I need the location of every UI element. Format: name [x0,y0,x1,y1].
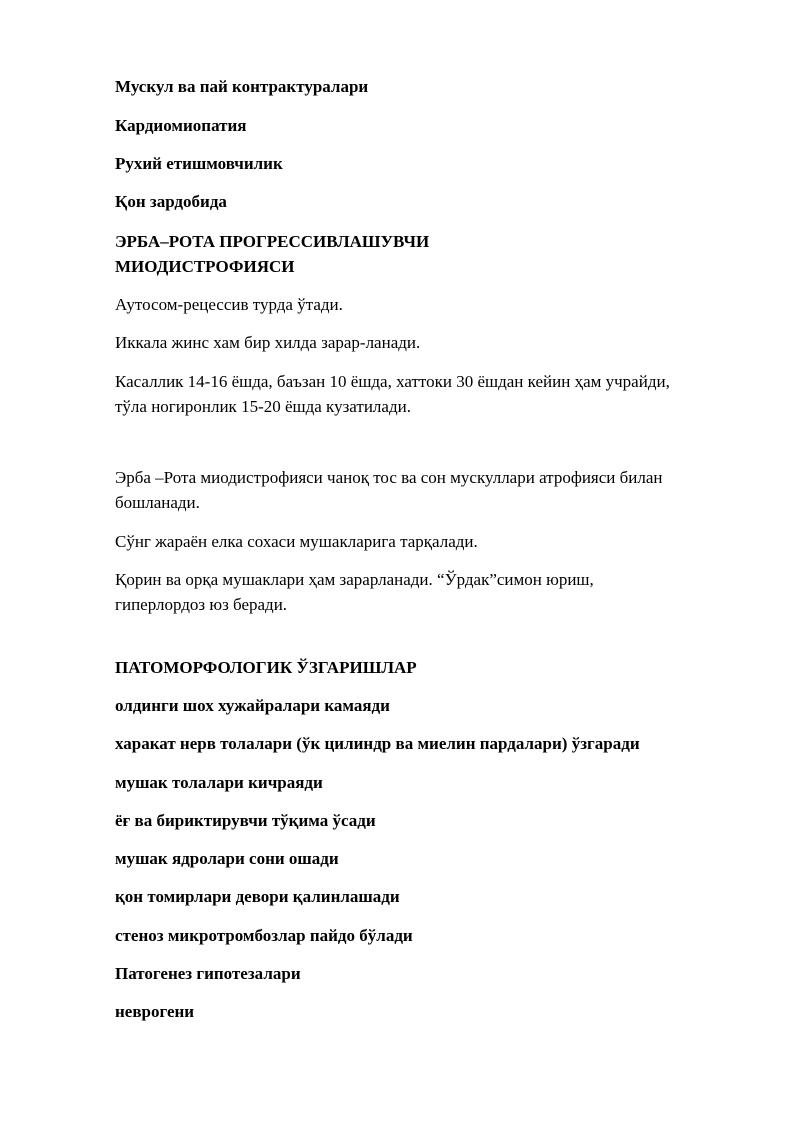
paragraph-onset-line1: Касаллик 14-16 ёшда, баъзан 10 ёшда, хаттоки 30 ёшдан кейин ҳам учрайди, [115,372,670,391]
patho-item: харакат нерв толалари (ўк цилиндр ва миелин пардалари) ўзгаради [115,734,640,753]
list-item-blood-serum: Қон зардобида [115,192,227,211]
patho-item: мушак толалари кичраяди [115,773,323,792]
paragraph-abdomen-line1: Қорин ва орқа мушаклари ҳам зарарланади. “Ўрдак”симон юриш, [115,570,594,589]
patho-item: қон томирлари девори қалинлашади [115,887,400,906]
paragraph-inheritance: Аутосом-рецессив турда ўтади. [115,295,343,314]
paragraph-spread: Сўнг жараён елка сохаси мушакларига тарқалади. [115,532,478,551]
paragraph-start-line2: бошланади. [115,493,200,512]
patho-item: мушак ядролари сони ошади [115,849,339,868]
paragraph-start-line1: Эрба –Рота миодистрофияси чаноқ тос ва сон мускуллари атрофияси билан [115,468,663,487]
pathogenesis-heading: Патогенез гипотезалари [115,964,301,983]
patho-item: неврогени [115,1002,195,1021]
list-item-mental-deficiency: Рухий етишмовчилик [115,154,283,173]
list-item-contractures: Мускул ва пай контрактуралари [115,77,369,96]
patho-item: стеноз микротромбозлар пайдо бўлади [115,926,413,945]
list-item-cardiomyopathy: Кардиомиопатия [115,116,247,135]
patho-title: ПАТОМОРФОЛОГИК ЎЗГАРИШЛАР [115,658,417,677]
paragraph-onset-line2: тўла ногиронлик 15-20 ёшда кузатилади. [115,397,411,416]
section-title-line1: ЭРБА–РОТА ПРОГРЕССИВЛАШУВЧИ [115,232,430,251]
patho-item: олдинги шох хужайралари камаяди [115,696,390,715]
section-title-line2: МИОДИСТРОФИЯСИ [115,257,295,276]
paragraph-abdomen-line2: гиперлордоз юз беради. [115,595,288,614]
patho-item: ёғ ва бириктирувчи тўқима ўсади [115,811,376,830]
paragraph-both-sexes: Иккала жинс хам бир хилда зарар-ланади. [115,333,421,352]
